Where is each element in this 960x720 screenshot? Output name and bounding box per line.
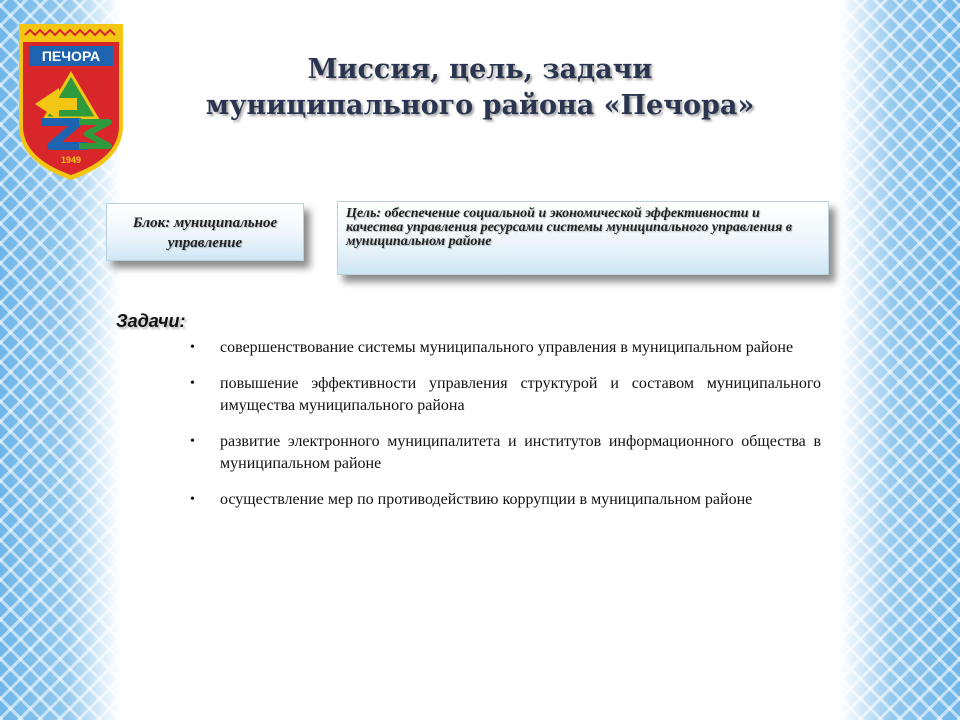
goal-box: Цель: обеспечение социальной и экономической эффективности и качества управления ресурсами системы муниципального управления в муниципальном районе	[337, 201, 829, 275]
bullet-icon: •	[190, 376, 195, 391]
right-ornament-border	[840, 0, 960, 720]
tasks-heading: Задачи:	[116, 311, 186, 331]
page-title	[180, 52, 780, 125]
task-item: • повышение эффективности управления структурой и составом муниципального имущества муниципального района	[190, 375, 821, 414]
bullet-icon: •	[190, 492, 195, 507]
task-item: • совершенствование системы муниципального управления в муниципальном районе	[190, 337, 821, 359]
block-box: Блок: муниципальное управление	[106, 203, 304, 261]
tasks-list	[190, 337, 821, 525]
task-item: • развитие электронного муниципалитета и институтов информационного общества в муниципальном районе	[190, 433, 821, 472]
title-line-1: Миссия, цель, задачи	[307, 54, 653, 85]
emblem-city-name: ПЕЧОРА	[41, 48, 101, 64]
bullet-icon: •	[190, 434, 195, 449]
bullet-icon: •	[190, 340, 195, 355]
emblem-year: 1949	[60, 155, 82, 165]
title-line-2: муниципального района «Печора»	[205, 90, 755, 122]
pechora-coat-of-arms	[17, 22, 125, 182]
task-item: • осуществление мер по противодействию коррупции в муниципальном районе	[190, 489, 821, 511]
